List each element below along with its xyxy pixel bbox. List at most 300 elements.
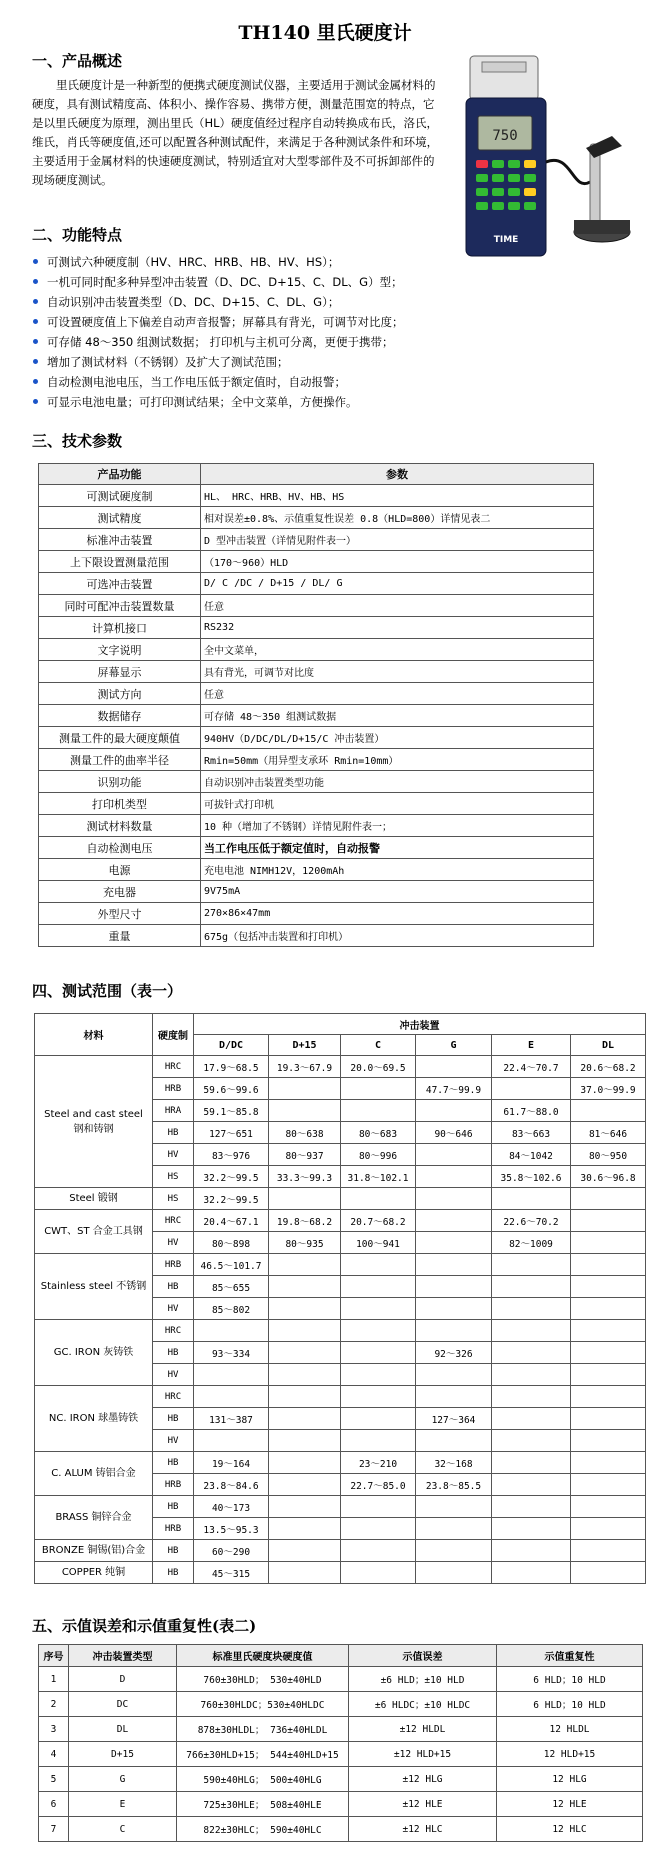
range-cell — [416, 1386, 492, 1408]
feature-item: 增加了测试材料（不锈钢）及扩大了测试范围； — [30, 352, 630, 372]
material-cell: GC. IRON 灰铸铁 — [35, 1320, 153, 1386]
tech-spec-table — [38, 463, 594, 947]
range-cell: 23.8～84.6 — [194, 1474, 269, 1496]
range-cell — [269, 1562, 341, 1584]
table-row — [39, 1817, 643, 1842]
material-cell: NC. IRON 球墨铸铁 — [35, 1386, 153, 1452]
bullet-icon — [33, 359, 38, 364]
section-heading-features: 二、功能特点 — [32, 226, 123, 244]
table-cell: D+15 — [69, 1742, 177, 1767]
table-row — [39, 859, 594, 881]
column-header: 硬度制 — [153, 1014, 194, 1056]
range-cell: 80～898 — [194, 1232, 269, 1254]
column-header: 参数 — [201, 464, 594, 485]
table-cell: 1 — [39, 1667, 69, 1692]
range-cell: 13.5～95.3 — [194, 1518, 269, 1540]
range-cell — [341, 1320, 416, 1342]
range-cell — [341, 1540, 416, 1562]
section-heading-tech: 三、技术参数 — [32, 432, 123, 450]
spec-name: 测量工件的最大硬度颠值 — [39, 727, 201, 749]
table-row — [39, 617, 594, 639]
bullet-icon — [33, 399, 38, 404]
table-cell: 12 HLE — [497, 1792, 643, 1817]
bullet-icon — [33, 299, 38, 304]
feature-item: 可存储 48～350 组测试数据； 打印机与主机可分离，更便于携带； — [30, 332, 630, 352]
range-cell: 19～164 — [194, 1452, 269, 1474]
range-cell — [492, 1188, 571, 1210]
range-cell — [492, 1364, 571, 1386]
scale-cell: HRB — [153, 1518, 194, 1540]
range-cell — [571, 1100, 646, 1122]
table-cell: 12 HLC — [497, 1817, 643, 1842]
range-cell — [492, 1452, 571, 1474]
range-cell — [492, 1430, 571, 1452]
range-cell — [269, 1452, 341, 1474]
range-cell — [269, 1386, 341, 1408]
range-cell — [571, 1188, 646, 1210]
bullet-icon — [33, 339, 38, 344]
table-row — [39, 705, 594, 727]
spec-value: 相对误差±0.8%、示值重复性误差 0.8（HLD=800）详情见表二 — [201, 507, 594, 529]
bullet-icon — [33, 259, 38, 264]
range-cell: 93～334 — [194, 1342, 269, 1364]
column-header: 冲击装置 — [194, 1014, 646, 1035]
range-cell — [194, 1364, 269, 1386]
spec-name: 测试方向 — [39, 683, 201, 705]
scale-cell: HV — [153, 1364, 194, 1386]
table-row — [39, 639, 594, 661]
bullet-icon — [33, 279, 38, 284]
spec-value: 任意 — [201, 595, 594, 617]
table-row — [35, 1386, 646, 1408]
scale-cell: HS — [153, 1166, 194, 1188]
range-cell: 35.8～102.6 — [492, 1166, 571, 1188]
range-cell: 61.7～88.0 — [492, 1100, 571, 1122]
section-heading-range: 四、测试范围（表一） — [32, 982, 183, 1000]
range-cell — [571, 1298, 646, 1320]
table-cell: G — [69, 1767, 177, 1792]
table-row — [35, 1540, 646, 1562]
range-cell — [194, 1386, 269, 1408]
column-header: 冲击装置类型 — [69, 1645, 177, 1667]
table-cell: C — [69, 1817, 177, 1842]
spec-value: 充电电池 NIMH12V，1200mAh — [201, 859, 594, 881]
table-cell: 878±30HLDL； 736±40HLDL — [177, 1717, 349, 1742]
scale-cell: HRA — [153, 1100, 194, 1122]
table-row — [39, 507, 594, 529]
column-header: 示值误差 — [349, 1645, 497, 1667]
range-cell — [416, 1056, 492, 1078]
range-cell — [571, 1342, 646, 1364]
table-row — [39, 903, 594, 925]
spec-name: 自动检测电压 — [39, 837, 201, 859]
range-cell — [492, 1298, 571, 1320]
probe-head — [586, 136, 622, 158]
range-cell — [492, 1408, 571, 1430]
range-cell — [416, 1562, 492, 1584]
range-cell: 127～651 — [194, 1122, 269, 1144]
range-cell: 100～941 — [341, 1232, 416, 1254]
table-header-row — [35, 1014, 646, 1035]
table-row — [39, 551, 594, 573]
range-cell — [341, 1386, 416, 1408]
range-cell: 22.7～85.0 — [341, 1474, 416, 1496]
range-cell — [571, 1386, 646, 1408]
table-cell: 6 — [39, 1792, 69, 1817]
table-cell: DL — [69, 1717, 177, 1742]
range-cell: 47.7～99.9 — [416, 1078, 492, 1100]
table-row — [39, 1717, 643, 1742]
range-cell — [571, 1254, 646, 1276]
range-cell — [416, 1166, 492, 1188]
range-cell — [571, 1232, 646, 1254]
scale-cell: HRB — [153, 1078, 194, 1100]
table-row — [39, 683, 594, 705]
column-header: 标准里氏硬度块硬度值 — [177, 1645, 349, 1667]
table-row — [39, 595, 594, 617]
table-cell: 3 — [39, 1717, 69, 1742]
range-cell — [571, 1474, 646, 1496]
range-cell — [416, 1232, 492, 1254]
table-cell: ±12 HLG — [349, 1767, 497, 1792]
range-cell: 80～950 — [571, 1144, 646, 1166]
scale-cell: HRB — [153, 1254, 194, 1276]
table-cell: 4 — [39, 1742, 69, 1767]
spec-name: 同时可配冲击装置数量 — [39, 595, 201, 617]
spec-name: 可选冲击装置 — [39, 573, 201, 595]
table-cell: 5 — [39, 1767, 69, 1792]
range-cell — [492, 1386, 571, 1408]
range-cell — [492, 1342, 571, 1364]
range-cell: 20.6～68.2 — [571, 1056, 646, 1078]
spec-name: 测试精度 — [39, 507, 201, 529]
range-cell — [416, 1320, 492, 1342]
table-cell: 12 HLDL — [497, 1717, 643, 1742]
spec-value: 可存储 48～350 组测试数据 — [201, 705, 594, 727]
range-cell: 37.0～99.9 — [571, 1078, 646, 1100]
table-row — [35, 1056, 646, 1078]
range-cell: 17.9～68.5 — [194, 1056, 269, 1078]
spec-value: 9V75mA — [201, 881, 594, 903]
scale-cell: HS — [153, 1188, 194, 1210]
test-range-table — [34, 1013, 646, 1584]
table-row — [39, 661, 594, 683]
spec-value: 任意 — [201, 683, 594, 705]
range-cell — [341, 1364, 416, 1386]
feature-list — [30, 252, 630, 412]
table-cell: 766±30HLD+15； 544±40HLD+15 — [177, 1742, 349, 1767]
table-row — [39, 771, 594, 793]
material-cell: BRASS 铜锌合金 — [35, 1496, 153, 1540]
range-cell: 32.2～99.5 — [194, 1166, 269, 1188]
range-cell: 40～173 — [194, 1496, 269, 1518]
range-cell — [269, 1496, 341, 1518]
range-cell — [269, 1254, 341, 1276]
range-cell — [269, 1430, 341, 1452]
range-cell — [416, 1364, 492, 1386]
column-header: G — [416, 1035, 492, 1056]
range-cell — [416, 1100, 492, 1122]
range-cell: 32～168 — [416, 1452, 492, 1474]
range-cell — [571, 1540, 646, 1562]
range-cell — [416, 1144, 492, 1166]
intro-paragraph: 里氏硬度计是一种新型的便携式硬度测试仪器，主要适用于测试金属材料的硬度，具有测试精度高、体积小、操作容易、携带方便，测量范围宽的特点，它是以里氏硬度为原理，测出里氏（HL）硬度值经过程序自动转换成布氏，洛氏，维氏，肖氏等硬度值,还可以配置各种测试配件，来满足于各种测试条件和环境，主要适用于金属材料的快速硬度测试，特别适宜对大型零部件及不可拆卸部件的现场硬度测试。 — [32, 78, 439, 187]
scale-cell: HB — [153, 1540, 194, 1562]
table-row — [39, 749, 594, 771]
range-cell: 59.1～85.8 — [194, 1100, 269, 1122]
spec-name: 测量工件的曲率半径 — [39, 749, 201, 771]
spec-value: D 型冲击装置（详情见附件表一） — [201, 529, 594, 551]
scale-cell: HRC — [153, 1386, 194, 1408]
spec-value: 可拔针式打印机 — [201, 793, 594, 815]
spec-value: 675g（包括冲击装置和打印机） — [201, 925, 594, 947]
range-cell: 32.2～99.5 — [194, 1188, 269, 1210]
range-cell — [416, 1254, 492, 1276]
table-row — [39, 1792, 643, 1817]
range-cell — [194, 1320, 269, 1342]
table-cell: ±6 HLDC；±10 HLDC — [349, 1692, 497, 1717]
table-row — [35, 1188, 646, 1210]
table-cell: DC — [69, 1692, 177, 1717]
material-cell: COPPER 纯铜 — [35, 1562, 153, 1584]
range-cell: 33.3～99.3 — [269, 1166, 341, 1188]
range-cell — [416, 1518, 492, 1540]
range-cell: 59.6～99.6 — [194, 1078, 269, 1100]
scale-cell: HB — [153, 1562, 194, 1584]
range-cell: 85～802 — [194, 1298, 269, 1320]
table-cell: 822±30HLC； 590±40HLC — [177, 1817, 349, 1842]
range-cell — [341, 1100, 416, 1122]
table-header-row — [39, 1645, 643, 1667]
table-cell: ±12 HLE — [349, 1792, 497, 1817]
range-cell: 131～387 — [194, 1408, 269, 1430]
spec-value: 全中文菜单， — [201, 639, 594, 661]
page-title: TH140 里氏硬度计 — [238, 22, 412, 44]
scale-cell: HRC — [153, 1056, 194, 1078]
range-cell: 19.8～68.2 — [269, 1210, 341, 1232]
scale-cell: HV — [153, 1430, 194, 1452]
range-cell — [341, 1496, 416, 1518]
material-cell: Stainless steel 不锈钢 — [35, 1254, 153, 1320]
range-cell — [571, 1408, 646, 1430]
spec-name: 打印机类型 — [39, 793, 201, 815]
scale-cell: HB — [153, 1496, 194, 1518]
feature-item: 一机可同时配多种异型冲击装置（D、DC、D+15、C、DL、G）型； — [30, 272, 630, 292]
range-cell — [341, 1408, 416, 1430]
range-cell — [571, 1320, 646, 1342]
column-header: 产品功能 — [39, 464, 201, 485]
spec-name: 外型尺寸 — [39, 903, 201, 925]
table-cell: 12 HLD+15 — [497, 1742, 643, 1767]
range-cell: 90～646 — [416, 1122, 492, 1144]
table-row — [39, 1692, 643, 1717]
table-row — [39, 837, 594, 859]
scale-cell: HV — [153, 1232, 194, 1254]
scale-cell: HRC — [153, 1210, 194, 1232]
spec-name: 识别功能 — [39, 771, 201, 793]
scale-cell: HB — [153, 1408, 194, 1430]
range-cell: 83～663 — [492, 1122, 571, 1144]
scale-cell: HB — [153, 1122, 194, 1144]
range-cell: 84～1042 — [492, 1144, 571, 1166]
scale-cell: HV — [153, 1144, 194, 1166]
spec-name: 屏幕显示 — [39, 661, 201, 683]
spec-value: 10 种（增加了不锈钢）详情见附件表一； — [201, 815, 594, 837]
spec-name: 上下限设置测量范围 — [39, 551, 201, 573]
table-cell: ±12 HLC — [349, 1817, 497, 1842]
range-cell — [571, 1518, 646, 1540]
range-cell — [269, 1408, 341, 1430]
column-header: D/DC — [194, 1035, 269, 1056]
scale-cell: HB — [153, 1342, 194, 1364]
column-header: 示值重复性 — [497, 1645, 643, 1667]
range-cell — [269, 1298, 341, 1320]
range-cell — [492, 1496, 571, 1518]
table-row — [39, 529, 594, 551]
range-cell: 81～646 — [571, 1122, 646, 1144]
column-header: 材料 — [35, 1014, 153, 1056]
table-row — [39, 727, 594, 749]
range-cell: 80～996 — [341, 1144, 416, 1166]
range-cell: 20.7～68.2 — [341, 1210, 416, 1232]
feature-item: 可测试六种硬度制（HV、HRC、HRB、HB、HV、HS）； — [30, 252, 630, 272]
range-cell: 60～290 — [194, 1540, 269, 1562]
range-cell — [571, 1562, 646, 1584]
error-repeatability-table — [38, 1644, 643, 1842]
range-cell — [571, 1496, 646, 1518]
table-row — [39, 793, 594, 815]
range-cell — [492, 1474, 571, 1496]
table-row — [39, 925, 594, 947]
material-cell: CWT、ST 合金工具钢 — [35, 1210, 153, 1254]
table-row — [39, 815, 594, 837]
table-cell: 6 HLD；10 HLD — [497, 1692, 643, 1717]
range-cell: 23.8～85.5 — [416, 1474, 492, 1496]
range-cell — [571, 1452, 646, 1474]
spec-value: 940HV（D/DC/DL/D+15/C 冲击装置） — [201, 727, 594, 749]
feature-item: 自动识别冲击装置类型（D、DC、D+15、C、DL、G）； — [30, 292, 630, 312]
range-cell — [269, 1474, 341, 1496]
range-cell — [341, 1078, 416, 1100]
spec-name: 充电器 — [39, 881, 201, 903]
section-heading-error: 五、示值误差和示值重复性(表二) — [32, 1617, 257, 1635]
table-row — [35, 1496, 646, 1518]
lcd-reading: 750 — [492, 128, 518, 144]
scale-cell: HRC — [153, 1320, 194, 1342]
scale-cell: HRB — [153, 1474, 194, 1496]
column-header: E — [492, 1035, 571, 1056]
column-header: D+15 — [269, 1035, 341, 1056]
scale-cell: HV — [153, 1298, 194, 1320]
spec-name: 计算机接口 — [39, 617, 201, 639]
spec-name: 文字说明 — [39, 639, 201, 661]
table-row — [39, 573, 594, 595]
spec-name: 测试材料数量 — [39, 815, 201, 837]
range-cell — [416, 1210, 492, 1232]
table-cell: ±12 HLD+15 — [349, 1742, 497, 1767]
spec-name: 数据储存 — [39, 705, 201, 727]
hardness-tester-illustration — [462, 52, 642, 262]
spec-name: 电源 — [39, 859, 201, 881]
column-header: 序号 — [39, 1645, 69, 1667]
table-row — [39, 881, 594, 903]
range-cell — [571, 1364, 646, 1386]
range-cell — [269, 1078, 341, 1100]
range-cell — [269, 1100, 341, 1122]
range-cell: 80～638 — [269, 1122, 341, 1144]
spec-value: RS232 — [201, 617, 594, 639]
range-cell — [492, 1540, 571, 1562]
range-cell: 23～210 — [341, 1452, 416, 1474]
range-cell: 80～937 — [269, 1144, 341, 1166]
section-heading-overview: 一、产品概述 — [32, 52, 123, 70]
table-header-row — [39, 464, 594, 485]
scale-cell: HB — [153, 1452, 194, 1474]
range-cell: 46.5～101.7 — [194, 1254, 269, 1276]
range-cell — [341, 1518, 416, 1540]
table-row — [35, 1254, 646, 1276]
spec-value: 具有背光，可调节对比度 — [201, 661, 594, 683]
table-row — [39, 1742, 643, 1767]
range-cell — [492, 1320, 571, 1342]
range-cell: 30.6～96.8 — [571, 1166, 646, 1188]
spec-name: 重量 — [39, 925, 201, 947]
column-header: C — [341, 1035, 416, 1056]
range-cell — [341, 1430, 416, 1452]
range-cell: 20.0～69.5 — [341, 1056, 416, 1078]
spec-name: 可测试硬度制 — [39, 485, 201, 507]
range-cell — [269, 1188, 341, 1210]
range-cell: 80～683 — [341, 1122, 416, 1144]
range-cell: 82～1009 — [492, 1232, 571, 1254]
feature-item: 可显示电池电量；可打印测试结果；全中文菜单，方便操作。 — [30, 392, 630, 412]
probe-cable — [546, 160, 590, 183]
table-cell: 725±30HLE； 508±40HLE — [177, 1792, 349, 1817]
range-cell: 83～976 — [194, 1144, 269, 1166]
table-cell: ±12 HLDL — [349, 1717, 497, 1742]
range-cell — [341, 1254, 416, 1276]
range-cell — [492, 1276, 571, 1298]
range-cell: 45～315 — [194, 1562, 269, 1584]
feature-item: 自动检测电池电压，当工作电压低于额定值时，自动报警； — [30, 372, 630, 392]
range-cell: 19.3～67.9 — [269, 1056, 341, 1078]
material-cell: C. ALUM 铸铝合金 — [35, 1452, 153, 1496]
table-row — [39, 1667, 643, 1692]
spec-value: 270×86×47mm — [201, 903, 594, 925]
spec-value: 当工作电压低于额定值时，自动报警 — [201, 837, 594, 859]
bullet-icon — [33, 379, 38, 384]
range-cell — [341, 1188, 416, 1210]
spec-value: D/ C /DC / D+15 / DL/ G — [201, 573, 594, 595]
scale-cell: HB — [153, 1276, 194, 1298]
material-cell: Steel 锻钢 — [35, 1188, 153, 1210]
range-cell — [341, 1342, 416, 1364]
table-cell: 760±30HLD； 530±40HLD — [177, 1667, 349, 1692]
material-cell: Steel and cast steel 钢和铸钢 — [35, 1056, 153, 1188]
table-cell: 2 — [39, 1692, 69, 1717]
table-row — [35, 1562, 646, 1584]
range-cell — [416, 1188, 492, 1210]
range-cell — [416, 1276, 492, 1298]
range-cell — [416, 1496, 492, 1518]
table-cell: 590±40HLG； 500±40HLG — [177, 1767, 349, 1792]
range-cell — [194, 1430, 269, 1452]
range-cell — [341, 1276, 416, 1298]
range-cell: 85～655 — [194, 1276, 269, 1298]
spec-value: HL、 HRC、HRB、HV、HB、HS — [201, 485, 594, 507]
range-cell — [269, 1364, 341, 1386]
feature-item: 可设置硬度值上下偏差自动声音报警；屏幕具有背光，可调节对比度； — [30, 312, 630, 332]
